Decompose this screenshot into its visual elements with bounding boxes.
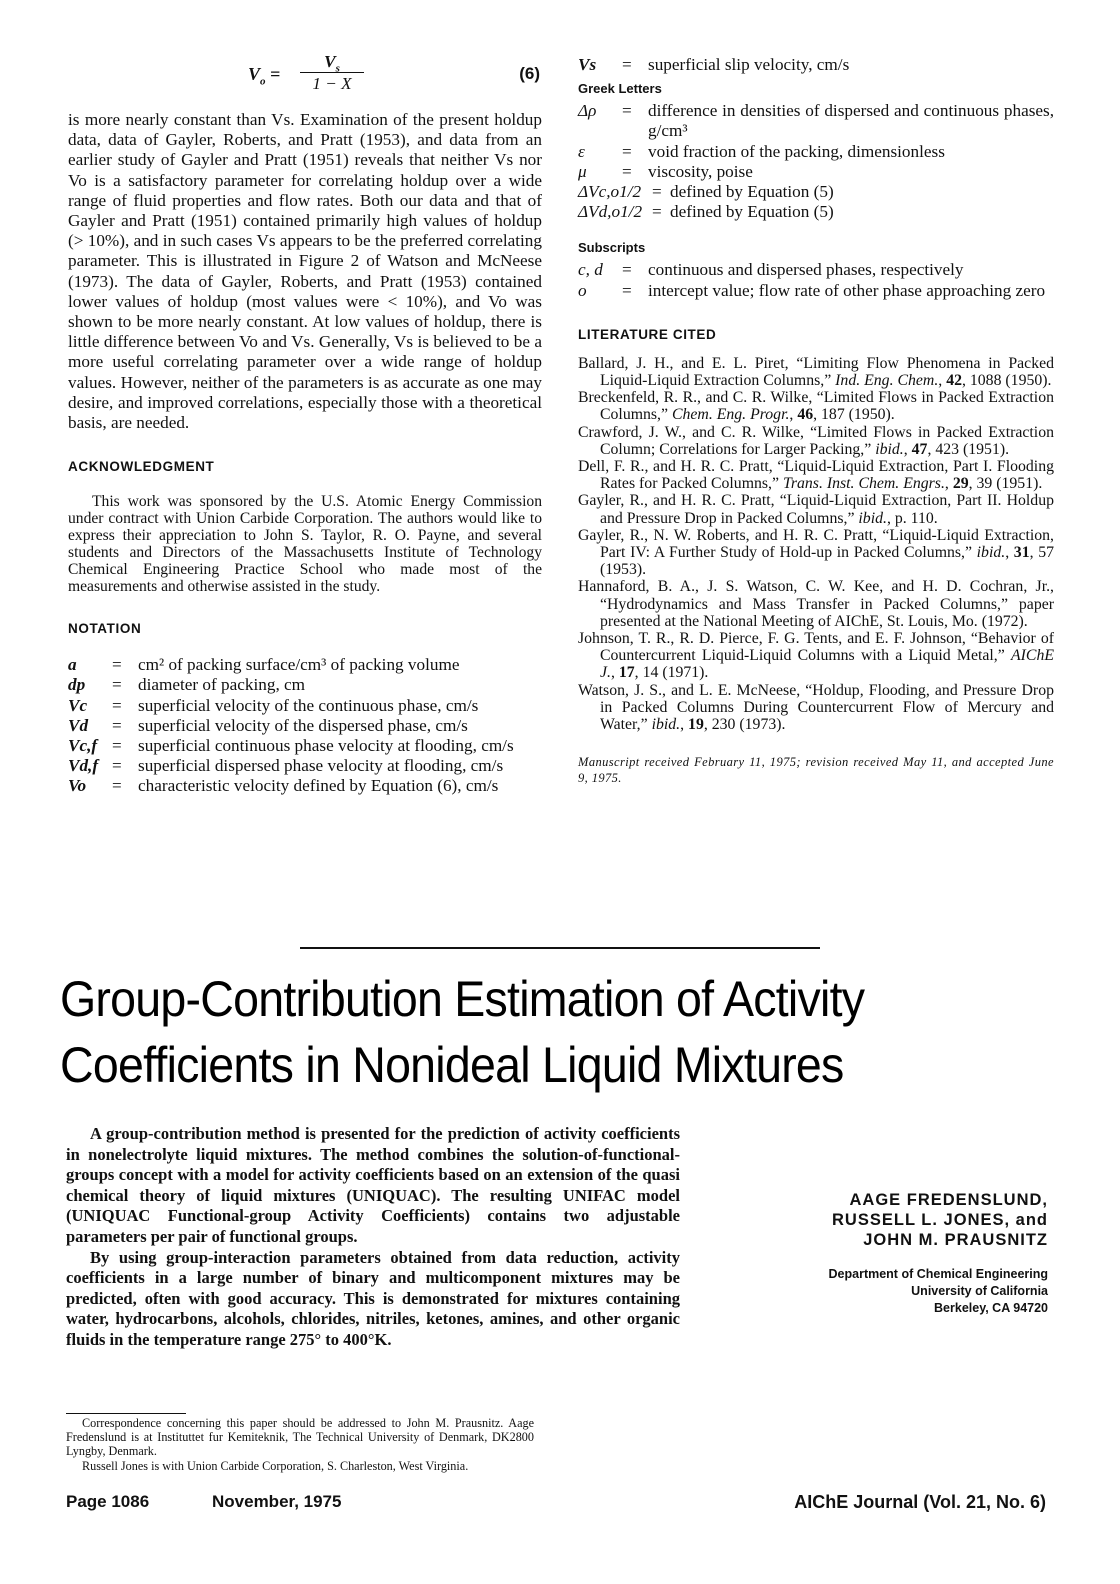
equation-lhs: $V_o$ = <box>248 64 281 88</box>
reference-item: Hannaford, B. A., J. S. Watson, C. W. Kee, and H. D. Cochran, Jr., “Hydrodynamics and Mass Transfer in Packed Columns,” paper presented at the National Meeting of AIChE, St. Louis, Mo. (1972). <box>578 578 1054 630</box>
notation-item: ΔVc,o1/2 = defined by Equation (5) <box>578 182 834 202</box>
affiliation <box>728 1266 1048 1317</box>
article-title <box>60 966 990 1098</box>
subscripts-heading: Subscripts <box>578 240 646 256</box>
issue-date: November, 1975 <box>212 1492 342 1511</box>
right-column <box>578 55 1054 786</box>
body-paragraph: is more nearly constant than Vs. Examination of the present holdup data, data of Gayler, Roberts, and Pratt (1953), and data from an earlier study of Gayler and Pratt (1951) reveals that neither Vs nor Vo is a satisfactory parameter for correlating holdup over a wide range of fluid properties and flow rates. Both our data and that of Gayler and Pratt (1951) contained primarily high values of holdup (> 10%), and in such cases Vs appears to be the preferred correlating parameter. This is illustrated in Figure 2 of Watson and McNeese (1973). The data of Gayler, Roberts, and Pratt (1953) contained lower values of holdup (most values were < 10%), and Vo was shown to be more nearly constant. At low values of holdup, there is little difference between Vo and Vs. Generally, Vs is believed to be a more useful correlating parameter over a wide range of holdup values. However, neither of the parameters is as accurate as one may desire, and improved correlations, especially those with a theoretical basis, are needed. <box>68 110 542 433</box>
reference-item: Gayler, R., N. W. Roberts, and H. R. C. Pratt, “Liquid-Liquid Extraction, Part IV: A Further Study of Hold-up in Packed Columns,” ibid., 31, 57 (1953). <box>578 526 1054 579</box>
abstract-paragraph-1: A group-contribution method is presented for the prediction of activity coefficients in nonelectrolyte liquid mixtures. The method combines the solution-of-functional-groups concept with a model for activity coefficients based on an extension of the quasi chemical theory of liquid mixtures (UNIQUAC). The resulting UNIFAC model (UNIQUAC Functional-group Activity Coefficients) contains two adjustable parameters per pair of functional groups. <box>66 1124 680 1246</box>
notation-item: Vc,f = superficial continuous phase velocity at flooding, cm/s <box>68 736 514 756</box>
reference-item: Johnson, T. R., R. D. Pierce, F. G. Tents, and E. F. Johnson, “Behavior of Countercurrent Liquid-Liquid Columns with a Liquid Metal,” AIChE J., 17, 14 (1971). <box>578 630 1054 682</box>
literature-cited-heading: LITERATURE CITED <box>578 326 717 342</box>
notation-item: a = cm² of packing surface/cm³ of packing volume <box>68 655 460 675</box>
subscripts-list <box>578 260 1054 300</box>
notation-item: dp = diameter of packing, cm <box>68 675 306 695</box>
notation-item: Δρ = difference in densities of dispersed and continuous phases, g/cm³ <box>578 101 1054 141</box>
footnote-paragraph-1: Correspondence concerning this paper should be addressed to John M. Prausnitz. Aage Fredenslund is at Instituttet fur Kemiteknik, The Technical University of Denmark, DK2800 Lyngby, Denmark. <box>66 1416 534 1459</box>
title-line-1: Group-Contribution Estimation of Activity <box>60 971 865 1027</box>
footnote-paragraph-2: Russell Jones is with Union Carbide Corporation, S. Charleston, West Virginia. <box>82 1458 469 1473</box>
notation-item: o = intercept value; flow rate of other phase approaching zero <box>578 280 1046 300</box>
reference-item: Gayler, R., and H. R. C. Pratt, “Liquid-Liquid Extraction, Part II. Holdup and Pressure Drop in Packed Columns,” ibid., p. 110. <box>578 492 1054 527</box>
author-name: AAGE FREDENSLUND, <box>849 1191 1048 1209</box>
article-divider <box>300 947 820 949</box>
notation-item: Vd,f = superficial dispersed phase velocity at flooding, cm/s <box>68 756 504 776</box>
footnote-rule <box>66 1413 186 1414</box>
reference-item: Ballard, J. H., and E. L. Piret, “Limiting Flow Phenomena in Packed Liquid-Liquid Extraction Columns,” Ind. Eng. Chem., 42, 1088 (1950). <box>578 354 1054 390</box>
author-list <box>728 1190 1048 1250</box>
notation-heading: NOTATION <box>68 621 142 637</box>
journal-citation: AIChE Journal (Vol. 21, No. 6) <box>794 1492 1046 1512</box>
equation-number: (6) <box>519 64 540 83</box>
reference-item: Dell, F. R., and H. R. C. Pratt, “Liquid-Liquid Extraction, Part I. Flooding Rates for Packed Columns,” Trans. Inst. Chem. Engrs., 29, 39 (1951). <box>578 458 1054 493</box>
notation-item: Vo = characteristic velocity defined by Equation (6), cm/s <box>68 776 499 796</box>
abstract-paragraph-2: By using group-interaction parameters obtained from data reduction, activity coefficients in a large number of binary and multicomponent mixtures may be predicted, often with good accuracy. This is demonstrated for mixtures containing water, hydrocarbons, alcohols, chlorides, nitriles, ketones, amines, and other organic fluids in the temperature range 275° to 400°K. <box>66 1247 680 1349</box>
acknowledgment-text: This work was sponsored by the U.S. Atomic Energy Commission under contract with Union Carbide Corporation. The authors would like to express their appreciation to John S. Taylor, R. O. Payne, and several students and Directors of the Massachusetts Institute of Technology Chemical Engineering Practice School who made most of the measurements and otherwise assisted in the study. <box>68 493 542 596</box>
equation-denominator: 1 − X <box>312 74 352 93</box>
footnote <box>66 1416 534 1473</box>
notation-item: c, d = continuous and dispersed phases, respectively <box>578 260 964 280</box>
affiliation-line: University of California <box>911 1284 1048 1298</box>
reference-item: Crawford, J. W., and C. R. Wilke, “Limited Flows in Packed Extraction Column; Correlations for Larger Packing,” ibid., 47, 423 (1951). <box>578 423 1054 458</box>
notation-item: ΔVd,o1/2 = defined by Equation (5) <box>578 202 834 222</box>
reference-list <box>578 355 1054 733</box>
greek-letters-list <box>578 101 1054 222</box>
reference-item: Breckenfeld, R. R., and C. R. Wilke, “Limited Flows in Packed Extraction Columns,” Chem. Eng. Progr., 46, 187 (1950). <box>578 389 1054 424</box>
equation-numerator: $V_s$ <box>300 52 364 73</box>
page-number: Page 1086 <box>66 1492 150 1511</box>
equation-6 <box>68 48 542 110</box>
notation-item: μ = viscosity, poise <box>578 161 753 181</box>
notation-item: ε = void fraction of the packing, dimensionless <box>578 141 945 161</box>
title-line-2: Coefficients in Nonideal Liquid Mixtures <box>60 1037 844 1093</box>
greek-letters-heading: Greek Letters <box>578 81 662 97</box>
left-column <box>68 48 542 797</box>
notation-item: Vd = superficial velocity of the dispersed phase, cm/s <box>68 715 468 735</box>
manuscript-dates: Manuscript received February 11, 1975; revision received May 11, and accepted June 9, 1975. <box>578 755 1054 785</box>
acknowledgment-heading: ACKNOWLEDGMENT <box>68 459 215 475</box>
affiliation-line: Berkeley, CA 94720 <box>934 1301 1048 1315</box>
affiliation-line: Department of Chemical Engineering <box>828 1267 1048 1281</box>
notation-list <box>68 655 542 796</box>
equation-fraction <box>300 52 364 95</box>
author-name: JOHN M. PRAUSNITZ <box>863 1231 1048 1249</box>
reference-item: Watson, J. S., and L. E. McNeese, “Holdup, Flooding, and Pressure Drop in Packed Columns During Countercurrent Flow of Mercury and Water,” ibid., 19, 230 (1973). <box>578 681 1054 734</box>
author-name: RUSSELL L. JONES, and <box>832 1211 1048 1229</box>
abstract <box>66 1124 680 1351</box>
notation-item: Vc = superficial velocity of the continuous phase, cm/s <box>68 695 479 715</box>
notation-item: Vs = superficial slip velocity, cm/s <box>578 55 850 74</box>
